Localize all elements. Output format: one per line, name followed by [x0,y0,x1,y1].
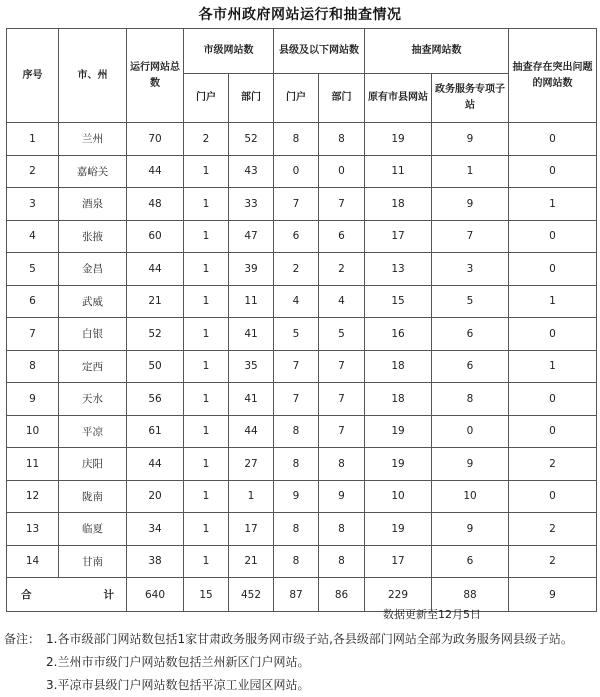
total-sites: 640 [127,578,184,612]
row-service: 9 [432,188,509,221]
row-service: 6 [432,318,509,351]
row-city-dept: 21 [229,545,274,578]
row-service: 8 [432,383,509,416]
row-problem: 0 [509,155,597,188]
row-service: 6 [432,545,509,578]
table-row [7,480,597,513]
row-city-portal: 2 [184,123,229,156]
row-total: 56 [127,383,184,416]
row-city-portal: 1 [184,253,229,286]
row-city-dept: 33 [229,188,274,221]
row-city-dept: 41 [229,383,274,416]
row-county-portal: 8 [274,123,319,156]
row-city-portal: 1 [184,513,229,546]
table-row [7,545,597,578]
row-problem: 0 [509,220,597,253]
row-index: 5 [7,253,59,286]
row-problem: 1 [509,188,597,221]
table-row [7,318,597,351]
header-orig-sites: 原有市县网站 [365,74,432,123]
row-county-dept: 8 [319,448,365,481]
row-index: 2 [7,155,59,188]
row-city-dept: 47 [229,220,274,253]
header-problem: 抽查存在突出问题的网站数 [509,29,597,123]
total-city-dept: 452 [229,578,274,612]
row-orig: 18 [365,188,432,221]
row-total: 44 [127,155,184,188]
row-city: 天水 [59,383,127,416]
row-city: 平凉 [59,415,127,448]
row-total: 50 [127,350,184,383]
row-service: 9 [432,448,509,481]
row-problem: 0 [509,415,597,448]
total-city-portal: 15 [184,578,229,612]
note-row-3 [4,674,600,697]
row-index: 1 [7,123,59,156]
note-1: 1.各市级部门网站数包括1家甘肃政务服务网市级子站,各县级部门网站全部为政务服务网县级子站。 [46,632,573,646]
row-city-portal: 1 [184,545,229,578]
row-service: 6 [432,350,509,383]
row-orig: 11 [365,155,432,188]
row-total: 60 [127,220,184,253]
row-orig: 17 [365,545,432,578]
row-city: 定西 [59,350,127,383]
row-city: 甘南 [59,545,127,578]
update-note: 数据更新至12月5日 [383,608,481,621]
row-problem: 1 [509,285,597,318]
row-problem: 2 [509,545,597,578]
row-county-portal: 2 [274,253,319,286]
row-service: 0 [432,415,509,448]
row-county-portal: 8 [274,448,319,481]
row-problem: 0 [509,480,597,513]
row-city-dept: 44 [229,415,274,448]
header-city-level: 市级网站数 [184,29,274,74]
total-row [7,578,597,612]
row-city-dept: 41 [229,318,274,351]
row-orig: 10 [365,480,432,513]
row-orig: 19 [365,448,432,481]
row-city: 张掖 [59,220,127,253]
row-city-portal: 1 [184,415,229,448]
note-2: 2.兰州市市级门户网站数包括兰州新区门户网站。 [46,655,310,669]
row-problem: 0 [509,253,597,286]
row-orig: 18 [365,350,432,383]
row-total: 20 [127,480,184,513]
row-problem: 1 [509,350,597,383]
row-county-dept: 7 [319,415,365,448]
header-county-level: 县级及以下网站数 [274,29,365,74]
table-row [7,350,597,383]
notes-lead: 备注： [4,632,41,646]
row-county-dept: 2 [319,253,365,286]
header-sampled: 抽查网站数 [365,29,509,74]
row-index: 8 [7,350,59,383]
header-service-sites: 政务服务专项子站 [432,74,509,123]
note-3: 3.平凉市县级门户网站数包括平凉工业园区网站。 [46,678,310,692]
row-index: 9 [7,383,59,416]
row-orig: 19 [365,415,432,448]
row-problem: 2 [509,448,597,481]
row-county-dept: 8 [319,513,365,546]
row-total: 44 [127,448,184,481]
table-row [7,188,597,221]
row-problem: 0 [509,383,597,416]
row-index: 14 [7,545,59,578]
row-county-dept: 8 [319,545,365,578]
row-county-dept: 6 [319,220,365,253]
table-row [7,513,597,546]
row-total: 48 [127,188,184,221]
row-city-portal: 1 [184,318,229,351]
total-label [7,578,127,612]
row-problem: 0 [509,318,597,351]
row-city-portal: 1 [184,448,229,481]
row-county-dept: 7 [319,350,365,383]
row-county-dept: 5 [319,318,365,351]
row-city: 酒泉 [59,188,127,221]
row-orig: 13 [365,253,432,286]
row-orig: 18 [365,383,432,416]
row-city: 庆阳 [59,448,127,481]
table-row [7,285,597,318]
row-county-portal: 7 [274,350,319,383]
row-city-dept: 11 [229,285,274,318]
table-row [7,253,597,286]
row-city-portal: 1 [184,285,229,318]
total-county-dept: 86 [319,578,365,612]
table-row [7,155,597,188]
table-row [7,415,597,448]
row-city: 临夏 [59,513,127,546]
row-city-dept: 35 [229,350,274,383]
row-orig: 17 [365,220,432,253]
row-orig: 19 [365,123,432,156]
row-index: 7 [7,318,59,351]
header-total: 运行网站总数 [127,29,184,123]
row-city-portal: 1 [184,383,229,416]
row-city-dept: 27 [229,448,274,481]
row-index: 6 [7,285,59,318]
row-orig: 19 [365,513,432,546]
row-total: 52 [127,318,184,351]
row-service: 10 [432,480,509,513]
row-city-dept: 39 [229,253,274,286]
table-row [7,448,597,481]
total-label-right: 计 [103,589,114,601]
row-county-portal: 7 [274,383,319,416]
row-city-portal: 1 [184,188,229,221]
row-county-portal: 0 [274,155,319,188]
row-county-dept: 8 [319,123,365,156]
row-city-portal: 1 [184,220,229,253]
row-total: 70 [127,123,184,156]
row-county-portal: 8 [274,415,319,448]
row-city-dept: 1 [229,480,274,513]
row-total: 44 [127,253,184,286]
total-label-left: 合 [21,589,32,601]
row-city: 金昌 [59,253,127,286]
row-index: 3 [7,188,59,221]
header-index: 序号 [7,29,59,123]
row-service: 9 [432,123,509,156]
row-problem: 0 [509,123,597,156]
row-county-portal: 6 [274,220,319,253]
row-service: 3 [432,253,509,286]
row-county-dept: 7 [319,188,365,221]
row-total: 38 [127,545,184,578]
row-county-dept: 7 [319,383,365,416]
row-city-dept: 17 [229,513,274,546]
table-row [7,220,597,253]
row-service: 1 [432,155,509,188]
note-row-1 [4,628,600,651]
row-county-portal: 8 [274,545,319,578]
row-problem: 2 [509,513,597,546]
row-service: 9 [432,513,509,546]
row-city-portal: 1 [184,350,229,383]
note-row-2 [4,651,600,674]
stats-table [6,28,597,612]
row-city-dept: 52 [229,123,274,156]
row-city-portal: 1 [184,480,229,513]
row-total: 61 [127,415,184,448]
total-orig: 229 [365,578,432,612]
row-city: 兰州 [59,123,127,156]
row-total: 34 [127,513,184,546]
row-county-dept: 9 [319,480,365,513]
total-problem: 9 [509,578,597,612]
page-title: 各市州政府网站运行和抽查情况 [198,7,402,23]
row-city: 白银 [59,318,127,351]
notes [4,628,600,697]
row-index: 10 [7,415,59,448]
total-county-portal: 87 [274,578,319,612]
header-city: 市、州 [59,29,127,123]
row-city-dept: 43 [229,155,274,188]
row-county-portal: 8 [274,513,319,546]
row-service: 7 [432,220,509,253]
row-index: 13 [7,513,59,546]
row-index: 12 [7,480,59,513]
header-county-dept: 部门 [319,74,365,123]
row-county-portal: 5 [274,318,319,351]
row-service: 5 [432,285,509,318]
table-row [7,123,597,156]
row-city: 武威 [59,285,127,318]
row-city: 嘉峪关 [59,155,127,188]
row-county-dept: 0 [319,155,365,188]
header-city-dept: 部门 [229,74,274,123]
row-orig: 16 [365,318,432,351]
total-service: 88 [432,578,509,612]
row-index: 11 [7,448,59,481]
header-city-portal: 门户 [184,74,229,123]
row-county-portal: 7 [274,188,319,221]
row-orig: 15 [365,285,432,318]
header-county-portal: 门户 [274,74,319,123]
row-total: 21 [127,285,184,318]
row-county-portal: 4 [274,285,319,318]
row-county-dept: 4 [319,285,365,318]
row-city-portal: 1 [184,155,229,188]
header-row-1 [7,29,597,74]
table-body [7,123,597,578]
table-row [7,383,597,416]
row-index: 4 [7,220,59,253]
row-city: 陇南 [59,480,127,513]
row-county-portal: 9 [274,480,319,513]
